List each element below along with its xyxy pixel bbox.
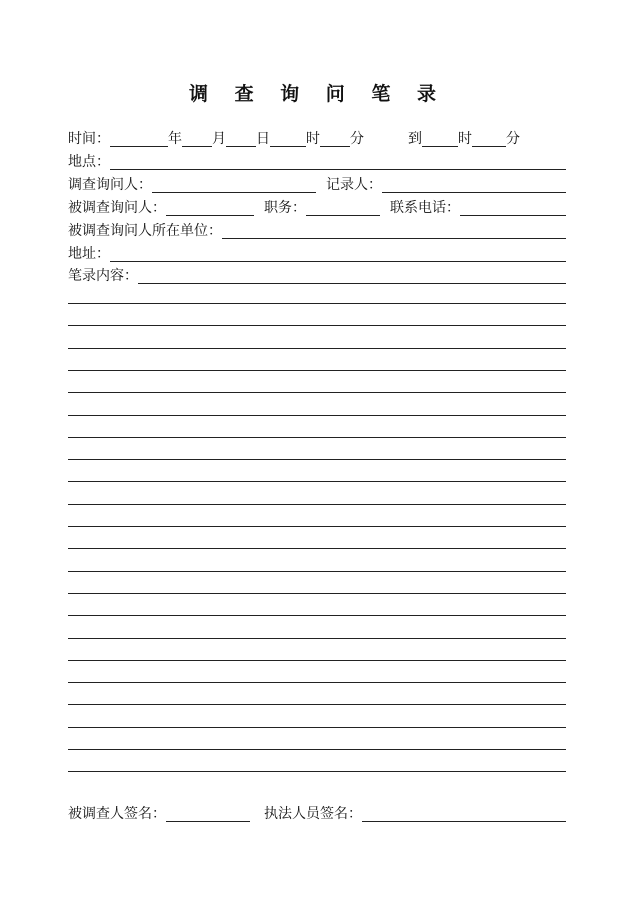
- respondent-signature-label: 被调查人签名：: [68, 806, 166, 822]
- signature-row: [68, 802, 566, 822]
- employer-label: 被调查询问人所在单位：: [68, 223, 222, 239]
- year-field[interactable]: [110, 132, 168, 147]
- ruled-line: [68, 571, 566, 572]
- officer-signature-label: 执法人员签名：: [264, 806, 362, 822]
- end-hour-label: 时: [458, 131, 472, 147]
- position-label: 职务：: [264, 200, 306, 216]
- ruled-line: [68, 325, 566, 326]
- ruled-line: [68, 682, 566, 683]
- employer-row: [68, 219, 566, 239]
- ruled-line: [68, 727, 566, 728]
- respondent-field[interactable]: [166, 201, 254, 216]
- address-row: [68, 242, 566, 262]
- minute-label: 分: [350, 131, 364, 147]
- investigator-row: [68, 173, 566, 193]
- time-label: 时间：: [68, 131, 110, 147]
- day-label: 日: [256, 131, 270, 147]
- investigator-field[interactable]: [152, 178, 316, 193]
- address-field[interactable]: [110, 247, 566, 262]
- ruled-line: [68, 348, 566, 349]
- ruled-line: [68, 370, 566, 371]
- ruled-line: [68, 749, 566, 750]
- recorder-field[interactable]: [382, 178, 566, 193]
- ruled-line: [68, 704, 566, 705]
- employer-field[interactable]: [222, 224, 566, 239]
- minute-field[interactable]: [320, 132, 350, 147]
- ruled-line: [68, 638, 566, 639]
- content-label: 笔录内容：: [68, 268, 138, 284]
- to-label: 到: [408, 131, 422, 147]
- ruled-line: [68, 303, 566, 304]
- content-row: [68, 264, 566, 284]
- investigator-label: 调查询问人：: [68, 177, 152, 193]
- end-minute-label: 分: [506, 131, 520, 147]
- location-row: [68, 150, 566, 170]
- month-label: 月: [212, 131, 226, 147]
- ruled-line: [68, 415, 566, 416]
- position-field[interactable]: [306, 201, 380, 216]
- end-hour-field[interactable]: [422, 132, 458, 147]
- ruled-line: [68, 615, 566, 616]
- respondent-row: [68, 196, 566, 216]
- respondent-signature-field[interactable]: [166, 807, 250, 822]
- hour-field[interactable]: [270, 132, 306, 147]
- phone-field[interactable]: [460, 201, 566, 216]
- page-title: 调 查 询 问 笔 录: [188, 83, 447, 105]
- ruled-line: [68, 526, 566, 527]
- recorder-label: 记录人：: [326, 177, 382, 193]
- ruled-line: [68, 481, 566, 482]
- content-field[interactable]: [138, 269, 566, 284]
- ruled-line: [68, 548, 566, 549]
- address-label: 地址：: [68, 246, 110, 262]
- phone-label: 联系电话：: [390, 200, 460, 216]
- respondent-label: 被调查询问人：: [68, 200, 166, 216]
- year-label: 年: [168, 131, 182, 147]
- month-field[interactable]: [182, 132, 212, 147]
- ruled-line: [68, 459, 566, 460]
- ruled-line: [68, 593, 566, 594]
- day-field[interactable]: [226, 132, 256, 147]
- ruled-line: [68, 660, 566, 661]
- time-row: [68, 127, 566, 147]
- ruled-line: [68, 437, 566, 438]
- officer-signature-field[interactable]: [362, 807, 566, 822]
- ruled-line: [68, 771, 566, 772]
- ruled-line: [68, 392, 566, 393]
- location-label: 地点：: [68, 154, 110, 170]
- hour-label: 时: [306, 131, 320, 147]
- location-field[interactable]: [110, 155, 566, 170]
- end-minute-field[interactable]: [472, 132, 506, 147]
- ruled-line: [68, 504, 566, 505]
